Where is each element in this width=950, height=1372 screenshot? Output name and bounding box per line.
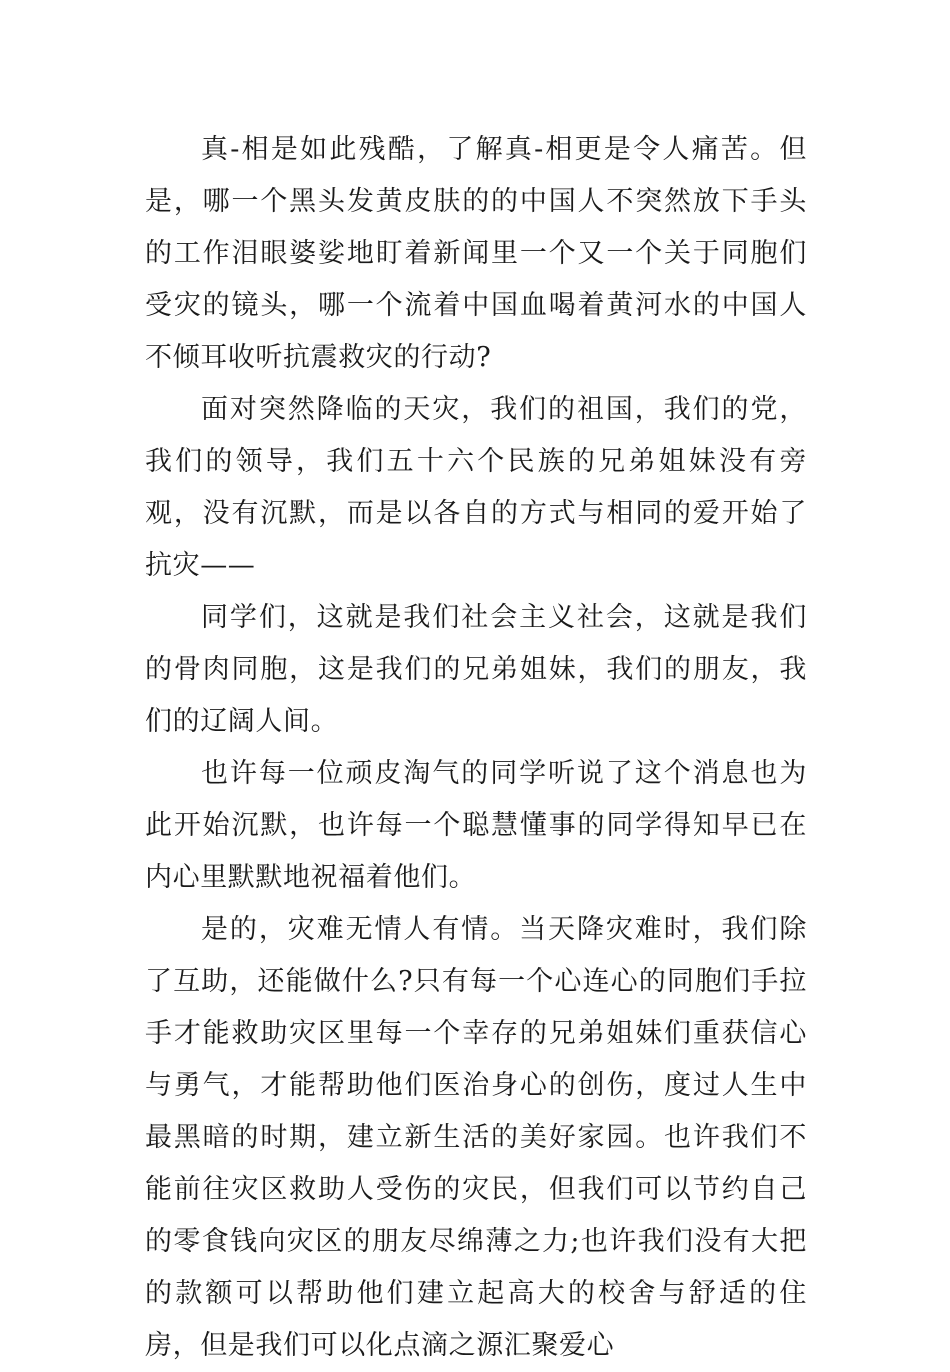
paragraph-mutual-help: 是的，灾难无情人有情。当天降灾难时，我们除了互助，还能做什么?只有每一个心连心的同胞们手拉手才能救助灾区里每一个幸存的兄弟姐妹们重获信心与勇气，才能帮助他们医治身心的创伤，度过人生中最黑暗的时期，建立新生活的美好家园。也许我们不能前往灾区救助人受伤的灾民，但我们可以节约自己的零食钱向灾区的朋友尽绵薄之力;也许我们没有大把的款额可以帮助他们建立起高大的校舍与舒适的住房，但是我们可以化点滴之源汇聚爱心 [145, 914, 807, 1361]
document-body [145, 124, 807, 1372]
paragraph-disaster-response: 面对突然降临的天灾，我们的祖国，我们的党，我们的领导，我们五十六个民族的兄弟姐妹没有旁观，没有沉默，而是以各自的方式与相同的爱开始了抗灾—— [145, 394, 807, 581]
paragraph-socialist-society: 同学们，这就是我们社会主义社会，这就是我们的骨肉同胞，这是我们的兄弟姐妹，我们的朋友，我们的辽阔人间。 [145, 602, 807, 737]
paragraph-students-silence: 也许每一位顽皮淘气的同学听说了这个消息也为此开始沉默，也许每一个聪慧懂事的同学得知早已在内心里默默地祝福着他们。 [145, 758, 807, 893]
paragraph-truth: 真-相是如此残酷，了解真-相更是令人痛苦。但是，哪一个黑头发黄皮肤的的中国人不突然放下手头的工作泪眼婆娑地盯着新闻里一个又一个关于同胞们受灾的镜头，哪一个流着中国血喝着黄河水的中国人不倾耳收听抗震救灾的行动? [145, 134, 807, 373]
